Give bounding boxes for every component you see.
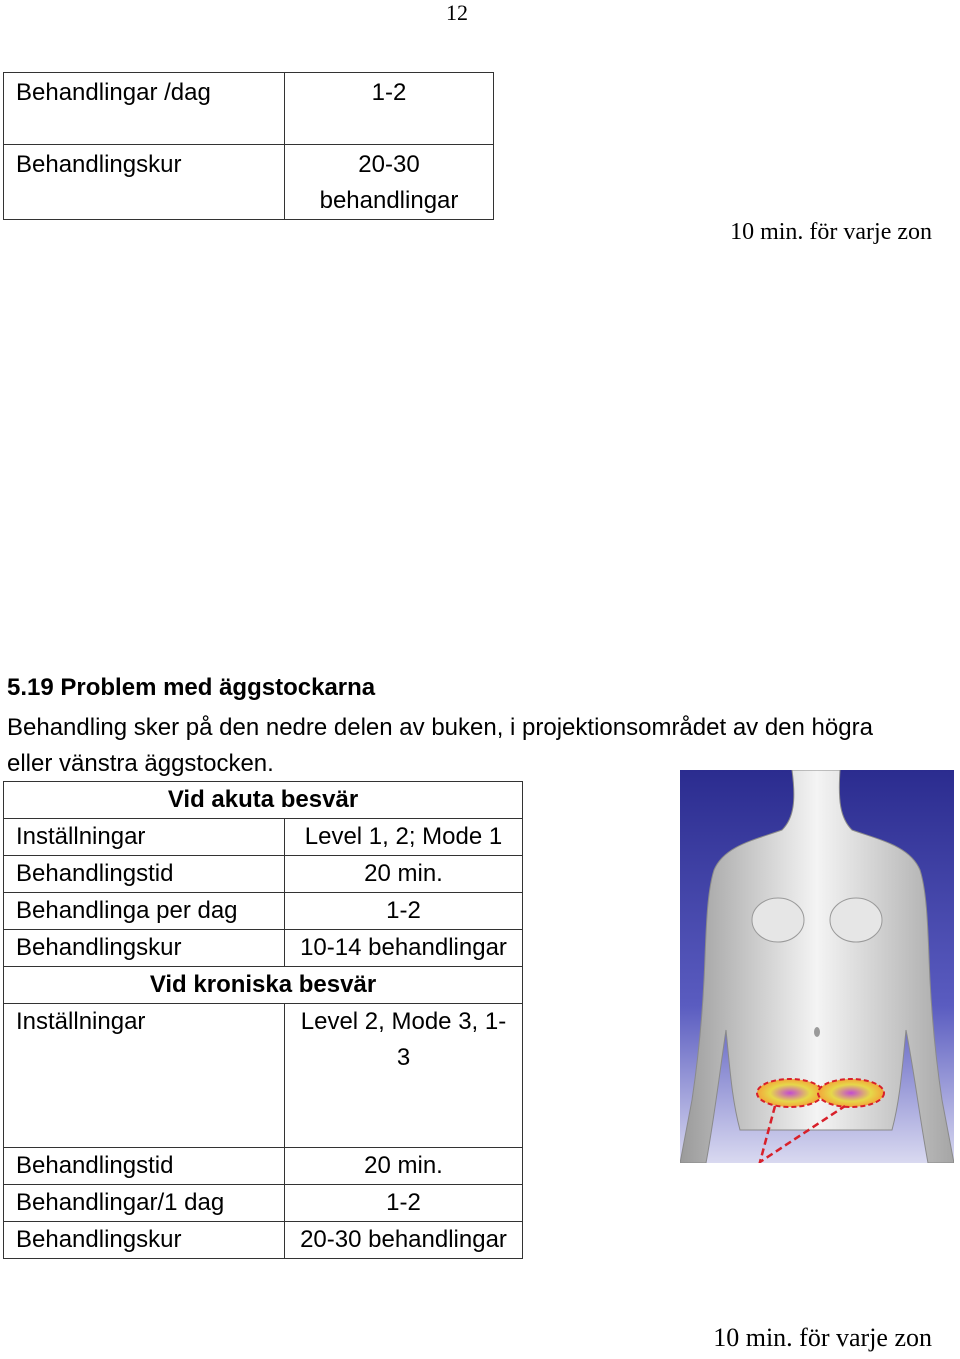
row-label: Behandlingar /dag	[4, 73, 285, 145]
table-row	[4, 145, 494, 220]
row-value: 1-2	[285, 893, 523, 930]
row-label: Behandlingar/1 dag	[4, 1185, 285, 1222]
table-row	[4, 1185, 523, 1222]
row-value: Level 1, 2; Mode 1	[285, 819, 523, 856]
row-label: Behandlingstid	[4, 856, 285, 893]
table-row	[4, 1222, 523, 1259]
row-label: Behandlingstid	[4, 1148, 285, 1185]
zone-time-note-bottom: 10 min. för varje zon	[713, 1323, 932, 1352]
right-breast	[830, 898, 882, 942]
row-value: 1-2	[285, 73, 494, 145]
section-heading: 5.19 Problem med äggstockarna	[7, 674, 376, 701]
row-label: Inställningar	[4, 1004, 285, 1148]
row-label: Behandlinga per dag	[4, 893, 285, 930]
left-breast	[752, 898, 804, 942]
row-value: 20 min.	[285, 1148, 523, 1185]
row-value: 10-14 behandlingar	[285, 930, 523, 967]
row-label: Behandlingskur	[4, 930, 285, 967]
table-row	[4, 856, 523, 893]
torso-treatment-zone-figure	[680, 770, 954, 1163]
row-value: Level 2, Mode 3, 1-3	[285, 1004, 523, 1148]
table-row	[4, 1004, 523, 1148]
table-row	[4, 930, 523, 967]
acute-header: Vid akuta besvär	[4, 782, 523, 819]
ovary-treatment-table	[3, 781, 523, 1259]
page-number: 12	[446, 0, 468, 25]
row-value: 20-30 behandlingar	[285, 145, 494, 220]
row-label: Inställningar	[4, 819, 285, 856]
top-treatment-table	[3, 72, 494, 220]
zone-time-note: 10 min. för varje zon	[730, 219, 932, 245]
table-header-row	[4, 967, 523, 1004]
row-label: Behandlingskur	[4, 145, 285, 220]
table-row	[4, 819, 523, 856]
row-value: 20-30 behandlingar	[285, 1222, 523, 1259]
right-ovary-zone	[818, 1079, 884, 1107]
chronic-header: Vid kroniska besvär	[4, 967, 523, 1004]
navel	[814, 1027, 820, 1037]
left-ovary-zone	[757, 1079, 823, 1107]
row-label: Behandlingskur	[4, 1222, 285, 1259]
table-row	[4, 73, 494, 145]
table-row	[4, 1148, 523, 1185]
row-value: 1-2	[285, 1185, 523, 1222]
section-paragraph: Behandling sker på den nedre delen av buken, i projektionsområdet av den högra eller vänstra äggstocken.	[7, 714, 873, 777]
row-value: 20 min.	[285, 856, 523, 893]
table-row	[4, 893, 523, 930]
table-header-row	[4, 782, 523, 819]
